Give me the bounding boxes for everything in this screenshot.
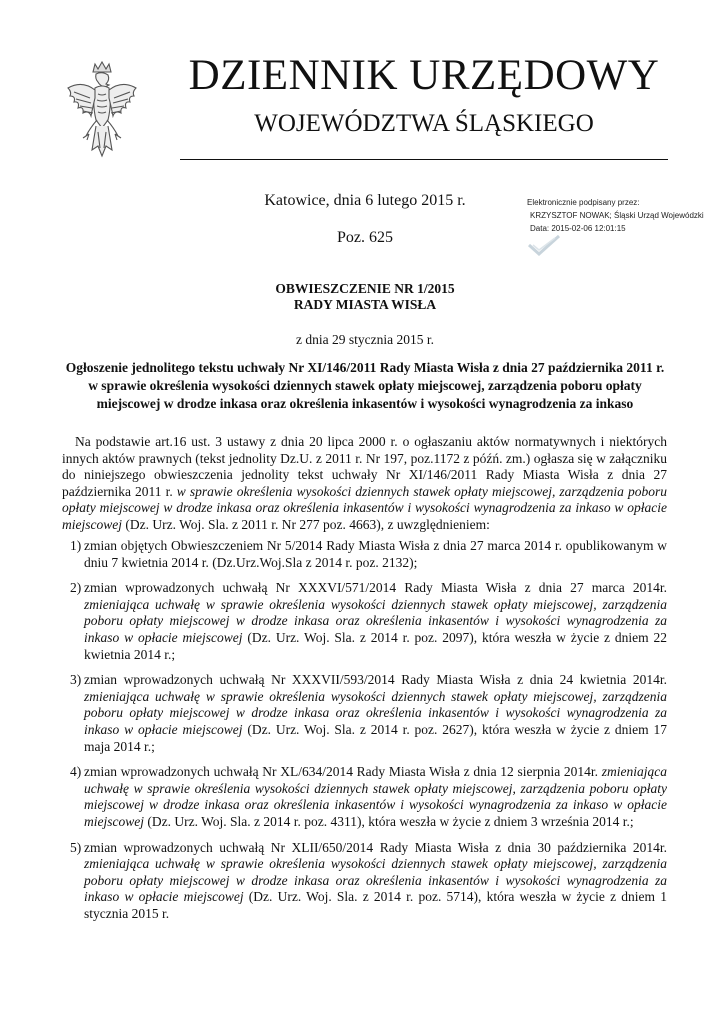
amendment-item (62, 580, 667, 663)
amendment-citation: (Dz. Urz. Woj. Sla. z 2014 r. poz. 5714), która weszła w życie z dniem 1 stycznia 2015 r. (84, 889, 667, 921)
amendment-italic-text: zmieniająca uchwałę w sprawie określenia wysokości dziennych stawek opłaty miejscowej, zarządzenia poboru opłaty miejscowej w drodze inkasa oraz określenia inkasentów i wysokości wynagrodzenia za inkaso w opłacie miejscowej (84, 688, 667, 737)
masthead-divider (180, 159, 668, 160)
amendment-citation: (Dz. Urz. Woj. Sla. z 2014 r. poz. 2627), która weszła w życie z dniem 17 maja 2014 r.; (84, 721, 667, 754)
amendment-item (62, 840, 667, 923)
position-number: Poz. 625 (337, 229, 393, 246)
notice-title-line-1: OBWIESZCZENIE NR 1/2015 (275, 281, 455, 296)
amendment-number: 2) (70, 580, 82, 596)
journal-subtitle: WOJEWÓDZTWA ŚLĄSKIEGO (254, 110, 594, 137)
amendment-item (62, 538, 667, 571)
amendment-number: 5) (70, 839, 82, 855)
signature-date: Data: 2015-02-06 12:01:15 (530, 224, 626, 233)
signature-signer: KRZYSZTOF NOWAK; Śląski Urząd Wojewódzki (530, 211, 704, 220)
preamble-citation: (Dz. Urz. Woj. Sla. z 2011 r. Nr 277 poz. 4663), z uwzględnieniem: (122, 516, 490, 532)
notice-subject (60, 359, 670, 413)
amendment-italic-text: zmieniająca uchwałę w sprawie określenia wysokości dziennych stawek opłaty miejscowej, zarządzenia poboru opłaty miejscowej w drodze inkasa oraz określenia inkasentów i wysokości wynagrodzenia za inkaso w opłacie miejscowej (84, 856, 667, 905)
notice-title-line-2: RADY MIASTA WISŁA (293, 297, 437, 312)
amendment-citation: (Dz. Urz. Woj. Sla. z 2014 r. poz. 2097), która weszła w życie z dniem 22 kwietnia 2014 r.; (84, 629, 667, 662)
amendment-text: zmian wprowadzonych uchwałą Nr XL/634/2014 Rady Miasta Wisła z dnia 12 sierpnia 2014r. (84, 764, 602, 780)
amendment-number: 4) (70, 764, 82, 780)
amendment-number: 3) (70, 672, 82, 688)
amendment-citation: (Dz. Urz. Woj. Sla. z 2014 r. poz. 4311), która weszła w życie z dniem 3 września 2014 r.; (144, 813, 634, 829)
amendments-list (62, 538, 667, 931)
amendment-item (62, 764, 667, 830)
preamble-italic-text: w sprawie określenia wysokości dziennych stawek opłaty miejscowej, zarządzenia poboru opłaty miejscowej w drodze inkasa oraz określenia inkasentów i wysokości wynagrodzenia za inkaso w opłacie miejscowej (62, 483, 667, 532)
amendment-text: zmian wprowadzonych uchwałą Nr XXXVII/593/2014 Rady Miasta Wisła z dnia 24 kwietnia 2014r. (84, 672, 667, 688)
amendment-text: zmian wprowadzonych uchwałą Nr XLII/650/2014 Rady Miasta Wisła z dnia 30 października 2014r. (84, 839, 667, 855)
eagle-emblem-icon (62, 58, 142, 162)
subject-line-2: w sprawie określenia wysokości dziennych stawek opłaty miejscowej, zarządzenia poboru opłaty (88, 378, 642, 393)
amendment-number: 1) (70, 538, 82, 553)
signature-verified-checkmark-icon (527, 234, 561, 256)
subject-line-1: Ogłoszenie jednolitego tekstu uchwały Nr XI/146/2011 Rady Miasta Wisła z dnia 27 października 2011 r. (65, 360, 665, 375)
notice-date: z dnia 29 stycznia 2015 r. (296, 332, 434, 347)
amendment-italic-text: zmieniająca uchwałę w sprawie określenia wysokości dziennych stawek opłaty miejscowej, zarządzenia poboru opłaty miejscowej w drodze inkasa oraz określenia inkasentów i wysokości wynagrodzenia za inkaso w opłacie miejscowej (84, 596, 667, 645)
signature-label: Elektronicznie podpisany przez: (527, 198, 640, 207)
amendment-text: zmian objętych Obwieszczeniem Nr 5/2014 Rady Miasta Wisła z dnia 27 marca 2014 r. opublikowanym w dniu 7 kwietnia 2014 r. (Dz.Urz.Woj.Sla z 2014 r. poz. 2132); (84, 538, 667, 570)
notice-title (60, 281, 670, 313)
electronic-signature-block (527, 196, 717, 235)
amendment-italic-text: zmieniająca uchwałę w sprawie określenia wysokości dziennych stawek opłaty miejscowej, zarządzenia poboru opłaty miejscowej w drodze inkasa oraz określenia inkasentów i wysokości wynagrodzenia za inkaso w opłacie miejscowej (84, 764, 667, 829)
subject-line-3: miejscowej w drodze inkasa oraz określenia inkasentów i wysokości wynagrodzenia za inkaso (96, 396, 634, 411)
amendment-text: zmian wprowadzonych uchwałą Nr XXXVI/571/2014 Rady Miasta Wisła z dnia 27 marca 2014r. (84, 580, 667, 596)
preamble-text: Na podstawie art.16 ust. 3 ustawy z dnia 20 lipca 2000 r. o ogłaszaniu aktów normatywnych i niektórych innych aktów prawnych (tekst jednolity Dz.U. z 2011 r. Nr 197, poz.1172 z późń. zm.) ogłasza się w załączniku do niniejszego obwieszczenia jednolity tekst uchwały Nr XI/146/2011 Rady Miasta Wisła z dnia 27 października 2011 r. (62, 434, 667, 499)
amendment-item (62, 672, 667, 755)
journal-title: DZIENNIK URZĘDOWY (188, 52, 660, 99)
preamble-paragraph (62, 434, 667, 534)
place-and-date: Katowice, dnia 6 lutego 2015 r. (264, 192, 466, 209)
